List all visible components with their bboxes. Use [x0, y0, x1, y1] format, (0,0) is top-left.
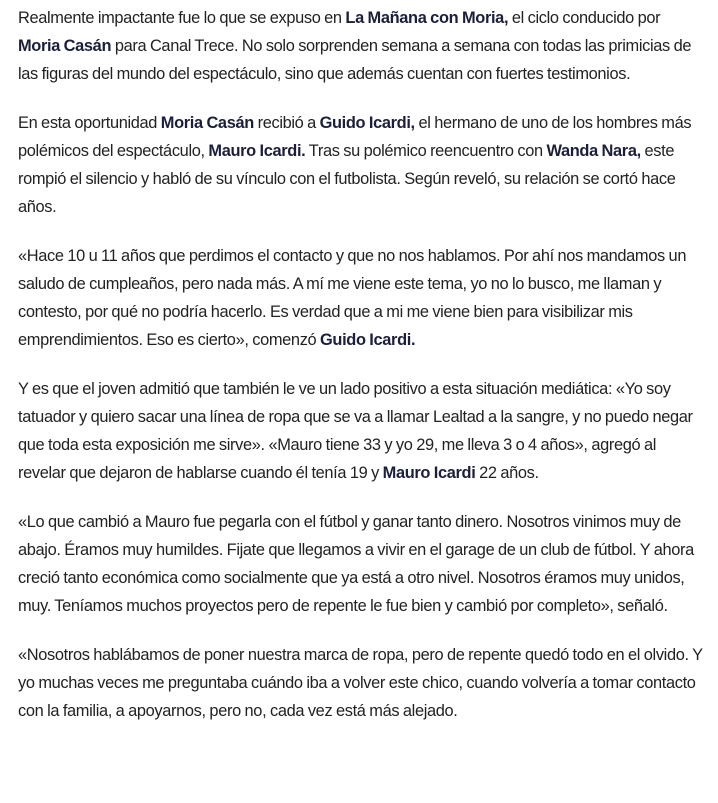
quote-text: «Hace 10 u 11 años que perdimos el contacto y que no nos hablamos. Por ahí nos mandamos un saludo de cumpleaños, pero nada más. A mí me viene este tema, yo no lo busco, me llaman y contesto, por qué no podría hacerlo. Es verdad que a mi me viene bien para visibilizar mis emprendimientos. Eso es cierto», comenzó: [18, 247, 687, 349]
person-name-mauro-icardi: Mauro Icardi.: [208, 142, 306, 160]
text-segment: recibió a: [253, 114, 320, 132]
text-segment: Y es que el joven admitió que también le ve un lado positivo a esta situación mediática: «Yo soy tatuador y quiero sacar una línea de ropa que se va a llamar Lealtad a la sangre, y no puedo negar que toda esta exposición me sirve». «Mauro tiene 33 y yo 29, me lleva 3 o 4 años», agregó al revelar que dejaron de hablarse cuando él tenía 19 y: [18, 380, 693, 482]
person-name-mauro-icardi: Mauro Icardi: [382, 464, 476, 482]
paragraph-6: [18, 641, 704, 725]
person-name-guido-icardi: Guido Icardi.: [320, 331, 416, 349]
person-name-moria-casan: Moria Casán: [18, 37, 112, 55]
person-name-guido-icardi: Guido Icardi,: [319, 114, 415, 132]
text-segment: el hermano de uno de los hombres más polémicos del espectáculo,: [18, 114, 692, 160]
paragraph-5: [18, 508, 704, 620]
quote-text: «Nosotros hablábamos de poner nuestra marca de ropa, pero de repente quedó todo en el olvido. Y yo muchas veces me preguntaba cuándo iba a volver este chico, cuando volvería a tomar contacto con la familia, a apoyarnos, pero no, cada vez está más alejado.: [18, 646, 703, 720]
paragraph-4: [18, 375, 704, 487]
show-name-la-manana-con-moria: La Mañana con Moria,: [345, 9, 509, 27]
text-segment: para Canal Trece. No solo sorprenden semana a semana con todas las primicias de las figuras del mundo del espectáculo, sino que además cuentan con fuertes testimonios.: [18, 37, 692, 83]
person-name-moria-casan: Moria Casán: [160, 114, 254, 132]
paragraph-3: [18, 242, 704, 354]
paragraph-1: [18, 4, 704, 88]
paragraph-2: [18, 109, 704, 221]
person-name-wanda-nara: Wanda Nara,: [546, 142, 641, 160]
text-segment: el ciclo conducido por: [508, 9, 661, 27]
text-segment: 22 años.: [475, 464, 539, 482]
quote-text: «Lo que cambió a Mauro fue pegarla con el fútbol y ganar tanto dinero. Nosotros vinimos muy de abajo. Éramos muy humildes. Fijate que llegamos a vivir en el garage de un club de fútbol. Y ahora creció tanto económica como socialmente que ya está a otro nivel. Nosotros éramos muy unidos, muy. Teníamos muchos proyectos pero de repente le fue bien y cambió por completo», señaló.: [18, 513, 694, 615]
text-segment: este rompió el silencio y habló de su vínculo con el futbolista. Según reveló, su relación se cortó hace años.: [18, 142, 676, 216]
text-segment: En esta oportunidad: [18, 114, 161, 132]
text-segment: Tras su polémico reencuentro con: [305, 142, 547, 160]
text-segment: Realmente impactante fue lo que se expuso en: [18, 9, 346, 27]
